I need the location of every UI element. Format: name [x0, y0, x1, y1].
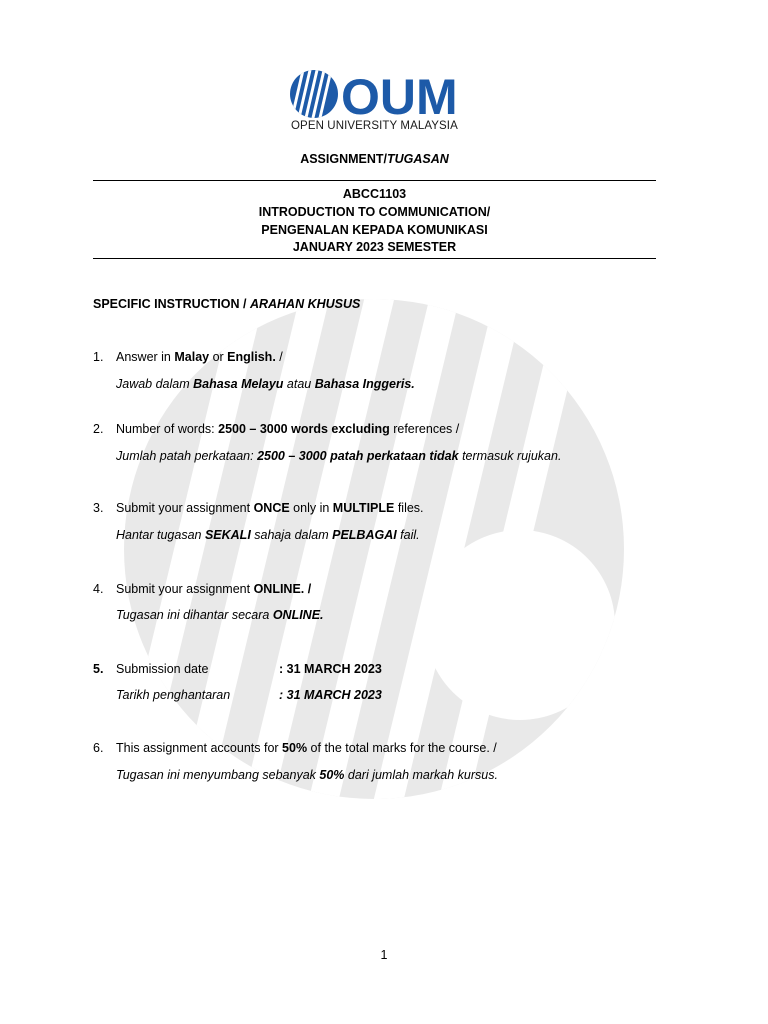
instruction-1-my: Jawab dalam Bahasa Melayu atau Bahasa Inggeris.: [116, 377, 415, 391]
assignment-title: ASSIGNMENT/TUGASAN: [300, 152, 449, 166]
course-code: ABCC1103: [342, 187, 407, 201]
instruction-number: 6.: [93, 741, 104, 755]
instruction-number: 3.: [93, 501, 104, 515]
instruction-number: 2.: [93, 422, 104, 436]
instruction-number: 4.: [93, 582, 104, 596]
section-heading: SPECIFIC INSTRUCTION / ARAHAN KHUSUS: [93, 297, 361, 311]
oum-watermark-logo: [120, 295, 628, 803]
header-divider-top: [93, 180, 656, 181]
course-name-en: INTRODUCTION TO COMMUNICATION/: [258, 205, 491, 219]
instruction-number: 1.: [93, 350, 104, 364]
submission-date-value: : 31 MARCH 2023: [279, 662, 382, 676]
instruction-2-en: Number of words: 2500 – 3000 words excluding references /: [116, 422, 460, 436]
logo-brand-text: OUM: [341, 70, 458, 125]
submission-date-value-my: : 31 MARCH 2023: [279, 688, 382, 702]
submission-date-label-my: Tarikh penghantaran: [116, 688, 231, 702]
instruction-6-en: This assignment accounts for 50% of the total marks for the course. /: [116, 741, 497, 755]
logo-university-name: OPEN UNIVERSITY MALAYSIA: [291, 120, 458, 132]
instruction-1-en: Answer in Malay or English. /: [116, 350, 283, 364]
submission-date-label: Submission date: [116, 662, 209, 676]
instruction-number: 5.: [93, 662, 104, 676]
header-divider-bottom: [93, 258, 656, 259]
instruction-4-en: Submit your assignment ONLINE. /: [116, 582, 312, 596]
instruction-4-my: Tugasan ini dihantar secara ONLINE.: [116, 608, 324, 622]
semester: JANUARY 2023 SEMESTER: [292, 240, 457, 254]
page-number: 1: [380, 948, 388, 962]
instruction-3-my: Hantar tugasan SEKALI sahaja dalam PELBAGAI fail.: [116, 528, 420, 542]
course-name-my: PENGENALAN KEPADA KOMUNIKASI: [261, 223, 488, 237]
instruction-3-en: Submit your assignment ONCE only in MULTIPLE files.: [116, 501, 424, 515]
instruction-6-my: Tugasan ini menyumbang sebanyak 50% dari jumlah markah kursus.: [116, 768, 498, 782]
instruction-2-my: Jumlah patah perkataan: 2500 – 3000 patah perkataan tidak termasuk rujukan.: [116, 449, 562, 463]
